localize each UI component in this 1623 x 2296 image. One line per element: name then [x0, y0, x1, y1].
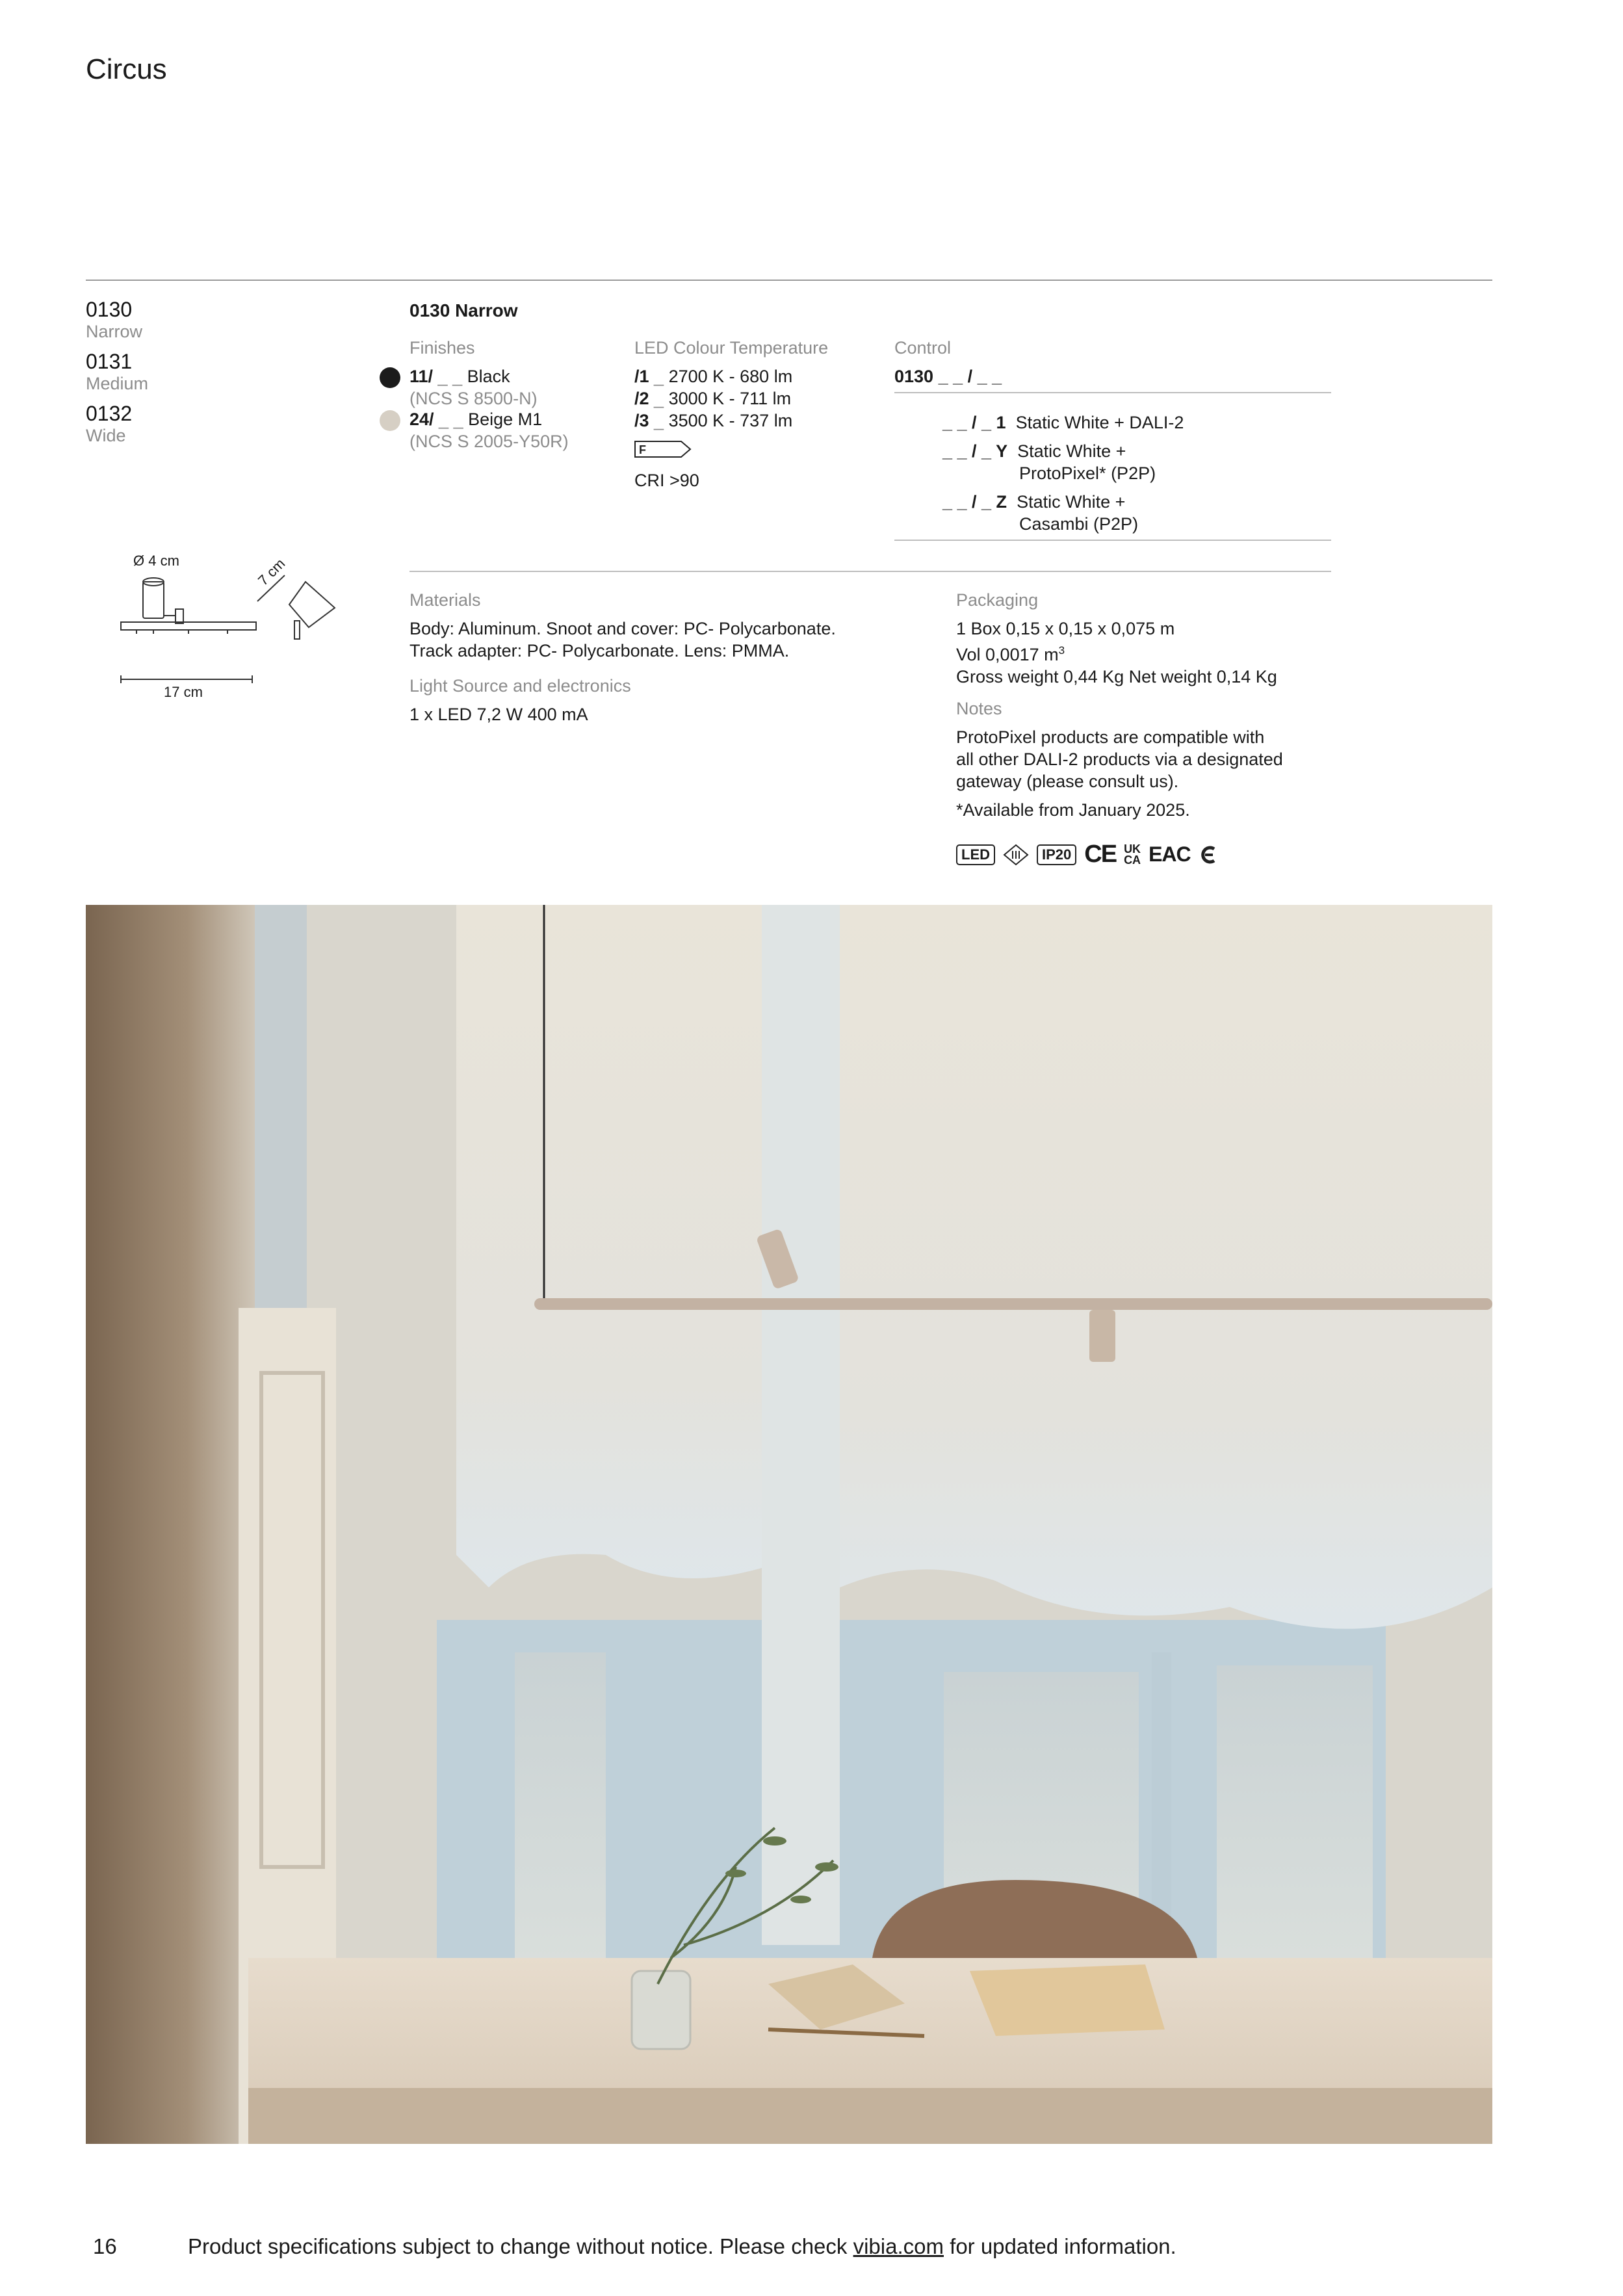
- finish-blanks: _ _: [433, 367, 467, 386]
- control-pattern: 0130 _ _ / _ _: [894, 367, 1002, 386]
- product-photo-image: [86, 905, 1492, 2144]
- led-item: /2 _ 3000 K - 711 lm: [634, 389, 792, 408]
- energy-class-label: F: [639, 443, 646, 456]
- led-cert-icon: LED: [956, 844, 995, 865]
- notes-text: ProtoPixel products are compatible with all other DALI-2 products via a designated gateway (please consult us). *Available from January 2025.: [956, 727, 1283, 820]
- page-number: 16: [93, 2234, 117, 2258]
- variant-item: [86, 298, 148, 350]
- variant-code: 0131: [86, 350, 133, 373]
- control-bottom-divider: [894, 540, 1331, 541]
- variant-code: 0130: [86, 298, 133, 321]
- recycling-icon: [1199, 844, 1218, 866]
- ce-mark-icon: CE: [1084, 841, 1117, 868]
- control-item: _ _ / _ 1 Static White + DALI-2: [942, 413, 1184, 432]
- led-label: LED Colour Temperature: [634, 338, 829, 358]
- led-list: [634, 365, 792, 432]
- control-item-line2: ProtoPixel* (P2P): [1019, 463, 1156, 483]
- variant-name: Narrow: [86, 322, 143, 341]
- finish-ncs: (NCS S 8500-N): [409, 389, 538, 408]
- class-iii-icon: [1003, 844, 1029, 866]
- notes-label: Notes: [956, 699, 1002, 718]
- finish-code: 24/: [409, 410, 434, 429]
- ukca-mark-icon: UK CA: [1124, 842, 1141, 867]
- finish-swatch-black: [380, 367, 400, 388]
- finish-swatch-beige: [380, 410, 400, 431]
- finish-name: Beige M1: [468, 410, 543, 429]
- control-code: _ _ / _ Y: [942, 441, 1008, 461]
- materials-text: Body: Aluminum. Snoot and cover: PC- Polycarbonate. Track adapter: PC- Polycarbonate. Lens: PMMA.: [409, 619, 836, 660]
- specs-divider: [409, 571, 1331, 572]
- footer-disclaimer: Product specifications subject to change without notice. Please check vibia.com for updated information.: [188, 2234, 1176, 2258]
- diameter-label: Ø 4 cm: [133, 553, 179, 569]
- led-item: /3 _ 3500 K - 737 lm: [634, 411, 793, 430]
- control-code: _ _ / _ Z: [942, 492, 1007, 512]
- packaging-label: Packaging: [956, 590, 1039, 610]
- materials-label: Materials: [409, 590, 481, 610]
- control-code: _ _ / _ 1: [942, 413, 1006, 432]
- finish-item-beige: [409, 408, 569, 452]
- control-item-line2: Casambi (P2P): [1019, 514, 1139, 534]
- variant-name: Medium: [86, 374, 149, 393]
- length-label: 17 cm: [164, 684, 203, 700]
- ip-rating-icon: IP20: [1037, 844, 1076, 865]
- product-photo: [86, 905, 1492, 2144]
- control-item: _ _ / _ Y Static White +: [942, 441, 1126, 461]
- finishes-label: Finishes: [409, 338, 475, 358]
- control-item: _ _ / _ Z Static White +: [942, 492, 1126, 512]
- finish-blanks: _ _: [434, 410, 469, 429]
- eac-mark-icon: EAC: [1149, 842, 1191, 866]
- light-source-label: Light Source and electronics: [409, 676, 631, 696]
- variant-item: [86, 350, 148, 402]
- finish-code: 11/: [409, 367, 434, 386]
- control-divider: [894, 392, 1331, 393]
- finish-name: Black: [467, 367, 510, 386]
- certification-row: [956, 841, 1218, 868]
- brand-title: Circus: [86, 53, 167, 85]
- energy-class-icon: [634, 441, 692, 458]
- finish-ncs: (NCS S 2005-Y50R): [409, 432, 569, 451]
- variant-list: [86, 298, 148, 454]
- led-item: /1 _ 2700 K - 680 lm: [634, 367, 793, 386]
- product-heading: 0130 Narrow: [409, 300, 518, 320]
- vibia-link[interactable]: vibia.com: [853, 2234, 944, 2258]
- variant-name: Wide: [86, 426, 126, 445]
- variant-code: 0132: [86, 402, 133, 425]
- cri-value: CRI >90: [634, 471, 699, 490]
- variant-item: [86, 402, 148, 454]
- light-source-text: 1 x LED 7,2 W 400 mA: [409, 705, 588, 724]
- packaging-text: 1 Box 0,15 x 0,15 x 0,075 m Vol 0,0017 $m^3$ Gross weight 0,44 Kg Net weight 0,14 Kg: [956, 619, 1277, 686]
- header-divider: [86, 280, 1492, 281]
- finish-item-black: [409, 365, 538, 410]
- height-label: 7 cm: [255, 555, 289, 589]
- control-label: Control: [894, 338, 952, 358]
